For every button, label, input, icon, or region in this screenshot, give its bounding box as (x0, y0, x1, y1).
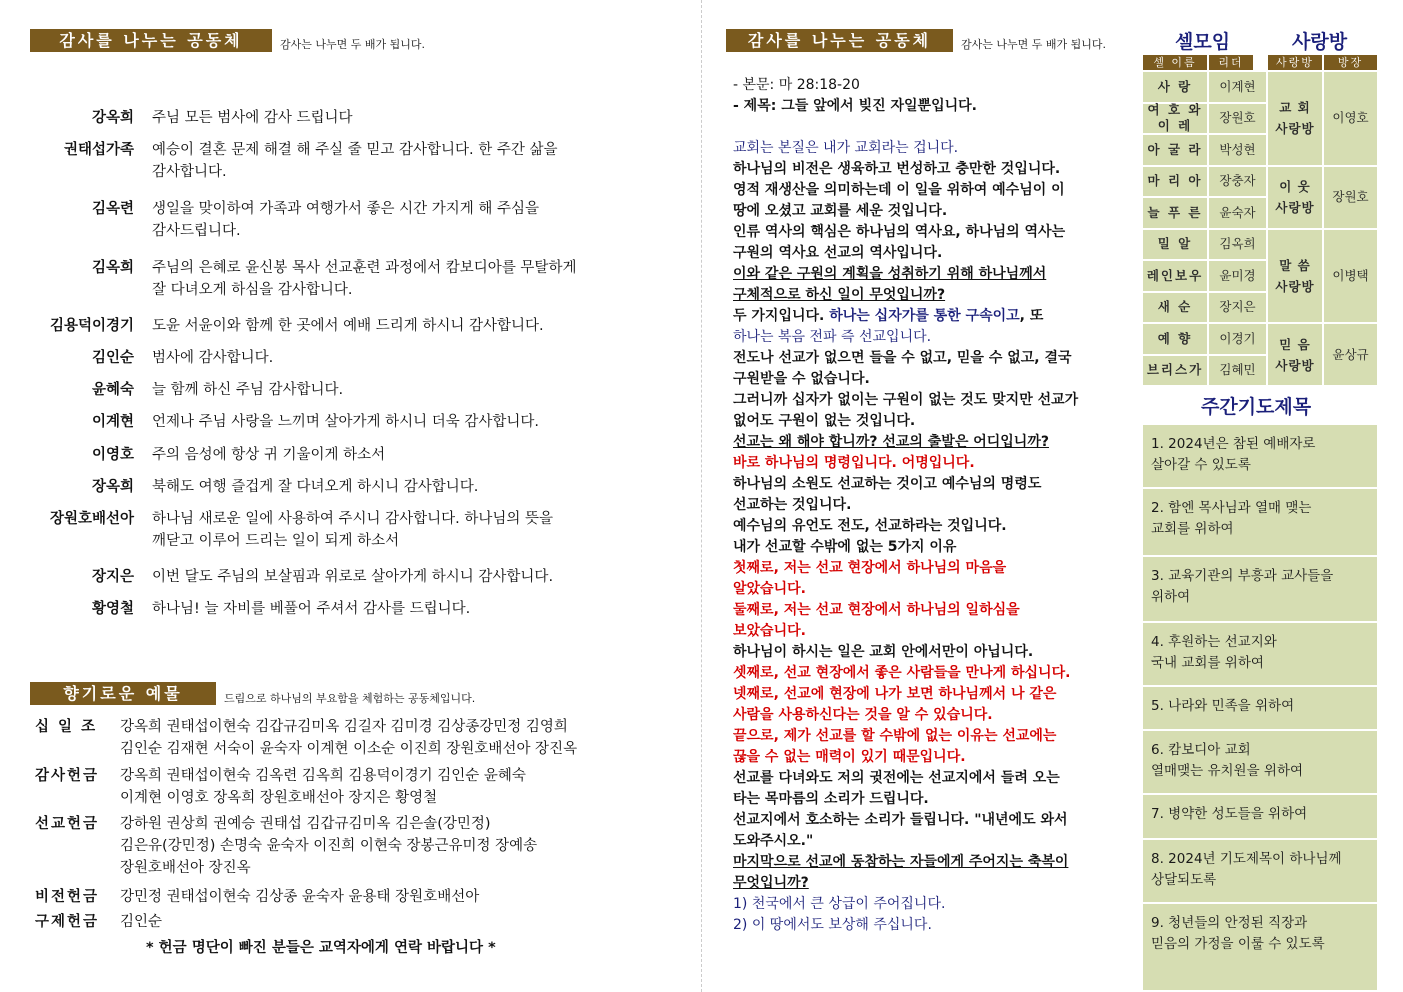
offering-label: 감사헌금 (35, 768, 100, 784)
gratitude-name: 김옥희 (91, 260, 134, 276)
gratitude-subtitle: 감사는 나누면 두 배가 됩니다. (280, 38, 425, 51)
offering-names: 강민정 권태섭이현숙 김상종 윤숙자 윤용태 장원호배선아 (120, 889, 480, 905)
sermon-line: - 본문: 마 28:18-20 (733, 77, 860, 93)
sermon-line: 하나님의 비전은 생육하고 번성하고 충만한 것입니다. (733, 161, 1061, 177)
love-room-title: 사랑방 (1292, 31, 1348, 53)
sermon-line: 도와주시오." (733, 833, 814, 849)
sermon-line: 전도나 선교가 없으면 들을 수 없고, 믿을 수 없고, 결국 (733, 350, 1072, 366)
gratitude-text: 언제나 주님 사랑을 느끼며 살아가게 하시니 더욱 감사합니다. (152, 414, 540, 430)
sermon-text: , 또 (1019, 308, 1044, 324)
offering-title: 향기로운 예물 (30, 682, 216, 705)
sermon-line: - 제목: 그들 앞에서 빚진 자일뿐입니다. (733, 98, 977, 114)
cell-name: 레인보우 (1143, 261, 1207, 291)
sermon-text: 두 가지입니다. (733, 308, 830, 324)
love-room-name: 믿 음 사랑방 (1268, 324, 1322, 385)
sermon-line: 셋째로, 선교 현장에서 좋은 사람들을 만나게 하십니다. (733, 665, 1071, 681)
sermon-line: 영적 재생산을 의미하는데 이 일을 위하여 예수님이 이 (733, 182, 1065, 198)
offering-label: 구제헌금 (35, 914, 100, 930)
gratitude-name: 김옥련 (91, 201, 134, 217)
offering-subtitle: 드림으로 하나님의 부요함을 체험하는 공동체입니다. (224, 692, 476, 705)
gratitude-name: 이영호 (91, 447, 134, 463)
gratitude-text: 늘 함께 하신 주님 감사합니다. (152, 382, 344, 398)
cell-name: 브리스가 (1143, 356, 1207, 386)
gratitude-text: 하나님! 늘 자비를 베풀어 주셔서 감사를 드립니다. (152, 601, 471, 617)
gratitude-title: 감사를 나누는 공동체 (30, 29, 272, 52)
sermon-line: 마지막으로 선교에 동참하는 자들에게 주어지는 축복이 (733, 854, 1069, 870)
prayer-item (1143, 425, 1377, 487)
sermon-line: 첫째로, 저는 선교 현장에서 하나님의 마음을 (733, 560, 1007, 576)
sermon-line: 넷째로, 선교에 현장에 나가 보면 하나님께서 나 같은 (733, 686, 1057, 702)
prayer-item-text: 1. 2024년은 참된 예배자로 살아갈 수 있도록 (1151, 436, 1316, 473)
prayer-item (1143, 557, 1377, 621)
sermon-line: 땅에 오셨고 교회를 세운 것입니다. (733, 203, 948, 219)
offering-label: 비전헌금 (35, 889, 100, 905)
cell-name: 예 향 (1143, 324, 1207, 354)
prayer-item-text: 2. 함엔 목사님과 열매 맺는 교회를 위하여 (1151, 500, 1312, 537)
offering-names: 김인순 (120, 914, 163, 930)
header-love-room: 사랑방 (1268, 55, 1322, 70)
offering-names: 강옥희 권태섭이현숙 김갑규김미옥 김길자 김미경 김상종강민정 김영희 김인순 김재현 서숙이 윤숙자 이계현 이소순 이진희 장원호배선아 장진옥 (120, 719, 578, 757)
cell-leader: 윤미경 (1209, 261, 1266, 291)
sermon-line: 없어도 구원이 없는 것입니다. (733, 413, 916, 429)
sermon-line: 1) 천국에서 큰 상급이 주어집니다. (733, 896, 946, 912)
prayer-item (1143, 840, 1377, 902)
gratitude-text: 주님 모든 범사에 감사 드립니다 (152, 110, 353, 126)
cell-name: 사 랑 (1143, 72, 1207, 102)
cell-name: 늘 푸 른 (1143, 198, 1207, 228)
sermon-body (733, 75, 1133, 936)
sermon-line: 하나님의 소원도 선교하는 것이고 예수님의 명령도 (733, 476, 1042, 492)
prayer-item-text: 8. 2024년 기도제목이 하나님께 상달되도록 (1151, 851, 1342, 888)
gratitude-name: 장원호배선아 (49, 511, 134, 527)
cell-name: 밀 알 (1143, 230, 1207, 260)
cell-leader: 장지은 (1209, 293, 1266, 323)
sermon-line: 교회는 본질은 내가 교회라는 겁니다. (733, 140, 959, 156)
sermon-line: 둘째로, 저는 선교 현장에서 하나님의 일하심을 (733, 602, 1020, 618)
sermon-line: 하나님이 하시는 일은 교회 안에서만이 아닙니다. (733, 644, 1034, 660)
header-leader: 리더 (1209, 55, 1253, 70)
sermon-line: 예수님의 유언도 전도, 선교하라는 것입니다. (733, 518, 1007, 534)
offering-names: 강하원 권상희 권예승 권태섭 김갑규김미옥 김은솔(강민정) 김은유(강민정) 손명숙 윤숙자 이진희 이현숙 장봉근유미정 장예송 장원호배선아 장진옥 (120, 816, 538, 876)
prayer-item-text: 3. 교육기관의 부흥과 교사들을 위하여 (1151, 568, 1334, 605)
sermon-line: 인류 역사의 핵심은 하나님의 역사요, 하나님의 역사는 (733, 224, 1066, 240)
sermon-line: 내가 선교할 수밖에 없는 5가지 이유 (733, 539, 957, 555)
prayer-item-text: 7. 병약한 성도들을 위하여 (1151, 806, 1308, 822)
sermon-emphasis: 하나는 십자가를 통한 구속이고 (829, 308, 1020, 324)
sermon-line: 선교하는 것입니다. (733, 497, 852, 513)
love-room-name: 이 웃 사랑방 (1268, 167, 1322, 228)
gratitude-name: 황영철 (91, 601, 134, 617)
love-room-name: 교 회 사랑방 (1268, 72, 1322, 165)
cell-name: 새 순 (1143, 293, 1207, 323)
sermon-line: 그러니까 십자가 없이는 구원이 없는 것도 맞지만 선교가 (733, 392, 1079, 408)
prayer-item-text: 6. 캄보디아 교회 열매맺는 유치원을 위하여 (1151, 742, 1304, 779)
header-cell-name: 셀 이름 (1143, 55, 1207, 70)
gratitude-text: 예승이 결혼 문제 해결 해 주실 줄 믿고 감사합니다. 한 주간 삶을 감사합니다. (152, 142, 558, 180)
cell-name: 마 리 아 (1143, 167, 1207, 197)
cell-leader: 김혜민 (1209, 356, 1266, 386)
sermon-header-subtitle: 감사는 나누면 두 배가 됩니다. (961, 38, 1106, 51)
sermon-line: 바로 하나님의 명령입니다. 어명입니다. (733, 455, 975, 471)
prayer-item-text: 5. 나라와 민족을 위하여 (1151, 698, 1295, 714)
cell-leader: 윤숙자 (1209, 198, 1266, 228)
gratitude-text: 도윤 서윤이와 함께 한 곳에서 예배 드리게 하시니 감사합니다. (152, 318, 544, 334)
cell-leader: 박성현 (1209, 135, 1266, 165)
sermon-line: 선교지에서 호소하는 소리가 들립니다. "내년에도 와서 (733, 812, 1068, 828)
prayer-item (1143, 623, 1377, 685)
sermon-line (733, 306, 1133, 327)
gratitude-text: 주님의 은혜로 윤신봉 목사 선교훈련 과정에서 캄보디아를 무탈하게 잘 다녀오게 하심을 감사합니다. (152, 260, 577, 298)
prayer-item (1143, 795, 1377, 838)
sermon-line: 타는 목마름의 소리가 드립니다. (733, 791, 929, 807)
gratitude-text: 생일을 맞이하여 가족과 여행가서 좋은 시간 가지게 해 주심을 감사드립니다. (152, 201, 540, 239)
offering-label: 선교헌금 (35, 816, 100, 832)
sermon-line: 선교는 왜 해야 합니까? 선교의 출발은 어디입니까? (733, 434, 1049, 450)
prayer-item (1143, 904, 1377, 990)
gratitude-name: 권태섭가족 (63, 142, 134, 158)
sermon-line: 구원의 역사요 선교의 역사입니다. (733, 245, 943, 261)
sermon-line: 끝으로, 제가 선교를 할 수밖에 없는 이유는 선교에는 (733, 728, 1057, 744)
offering-names: 강옥희 권태섭이현숙 김옥련 김옥희 김용덕이경기 김인순 윤혜숙 이계현 이영호 장옥희 장원호배선아 장지은 황영철 (120, 768, 526, 806)
sermon-header-title: 감사를 나누는 공동체 (726, 29, 953, 52)
love-room-head: 장원호 (1324, 167, 1377, 228)
cell-leader: 이계현 (1209, 72, 1266, 102)
gratitude-text: 북해도 여행 즐겁게 잘 다녀오게 하시니 감사합니다. (152, 479, 479, 495)
cell-leader: 이경기 (1209, 324, 1266, 354)
love-room-head: 이병택 (1324, 230, 1377, 323)
offering-footnote: * 헌금 명단이 빠진 분들은 교역자에게 연락 바랍니다 * (146, 940, 496, 956)
gratitude-name: 장옥희 (91, 479, 134, 495)
page-divider (701, 0, 702, 992)
cell-leader: 장충자 (1209, 167, 1266, 197)
sermon-line: 구체적으로 하신 일이 무엇입니까? (733, 287, 946, 303)
cell-name: 아 굴 라 (1143, 135, 1207, 165)
prayer-item-text: 9. 청년들의 안정된 직장과 믿음의 가정을 이룰 수 있도록 (1151, 915, 1325, 952)
sermon-line: 사람을 사용하신다는 것을 알 수 있습니다. (733, 707, 993, 723)
offering-label: 십 일 조 (35, 719, 98, 735)
gratitude-name: 강옥희 (91, 110, 134, 126)
prayer-item (1143, 687, 1377, 729)
sermon-line: 구원받을 수 없습니다. (733, 371, 870, 387)
sermon-line: 끊을 수 없는 매력이 있기 때문입니다. (733, 749, 966, 765)
sermon-line: 2) 이 땅에서도 보상해 주십니다. (733, 917, 932, 933)
header-room-head: 방장 (1324, 55, 1377, 70)
cell-name: 여 호 와 이 레 (1143, 104, 1207, 134)
gratitude-text: 범사에 감사합니다. (152, 350, 274, 366)
gratitude-name: 김인순 (91, 350, 134, 366)
cell-leader: 김옥희 (1209, 230, 1266, 260)
prayer-item-text: 4. 후원하는 선교지와 국내 교회를 위하여 (1151, 634, 1277, 671)
sermon-line: 이와 같은 구원의 계획을 성취하기 위해 하나님께서 (733, 266, 1047, 282)
gratitude-text: 주의 음성에 항상 귀 기울이게 하소서 (152, 447, 386, 463)
sermon-line: 하나는 복음 전파 즉 선교입니다. (733, 329, 932, 345)
weekly-prayer-title: 주간기도제목 (1201, 396, 1312, 418)
cell-meeting-title: 셀모임 (1175, 31, 1231, 53)
gratitude-text: 이번 달도 주님의 보살핌과 위로로 살아가게 하시니 감사합니다. (152, 569, 554, 585)
love-room-head: 이영호 (1324, 72, 1377, 165)
gratitude-name: 김용덕이경기 (49, 318, 134, 334)
gratitude-name: 윤혜숙 (91, 382, 134, 398)
prayer-item (1143, 489, 1377, 555)
cell-leader: 장원호 (1209, 104, 1266, 134)
prayer-item (1143, 731, 1377, 793)
sermon-line: 선교를 다녀와도 저의 귓전에는 선교지에서 들려 오는 (733, 770, 1060, 786)
sermon-line: 알았습니다. (733, 581, 806, 597)
gratitude-name: 장지은 (91, 569, 134, 585)
sermon-line: 보았습니다. (733, 623, 806, 639)
sermon-line: 무엇입니까? (733, 875, 809, 891)
love-room-head: 윤상규 (1324, 324, 1377, 385)
love-room-name: 말 씀 사랑방 (1268, 230, 1322, 323)
sermon-line (733, 117, 1133, 138)
gratitude-name: 이계현 (91, 414, 134, 430)
gratitude-text: 하나님 새로운 일에 사용하여 주시니 감사합니다. 하나님의 뜻을 깨닫고 이루어 드리는 일이 되게 하소서 (152, 511, 554, 549)
